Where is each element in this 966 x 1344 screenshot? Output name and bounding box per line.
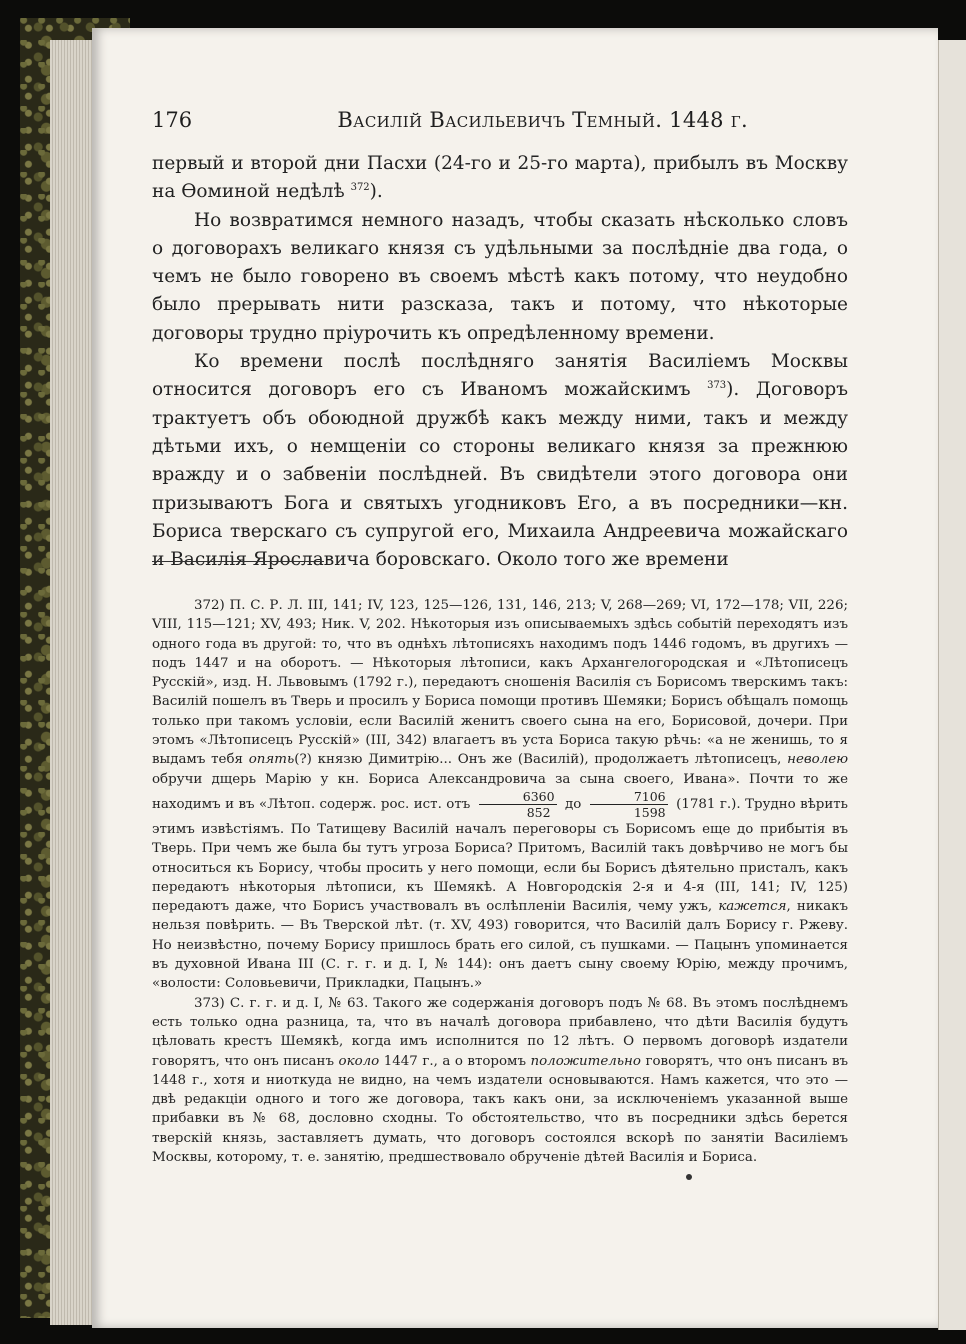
fraction-2: $\frac{7106}{1598}$ — [590, 789, 668, 820]
main-text — [152, 150, 848, 574]
footnote-373: 373) С. г. г. и д. I, № 63. Такого же содержанія договоръ подъ № 68. Въ этомъ послѣднемъ есть только одна разница, та, что въ началѣ договора прибавлено, что дѣти Василія будутъ цѣловать крестъ Шемякѣ, когда имъ исполнится по 12 лѣтъ. О первомъ договорѣ издатели говорятъ, что онъ писанъ около 1447 г., а о второмъ положительно говорятъ, что онъ писанъ въ 1448 г., хотя и ниоткуда не видно, на чемъ издатели основываются. Намъ кажется, что это — двѣ редакціи одного и того же договора, такъ какъ они, за исключеніемъ указанной выше прибавки въ № 68, дословно сходны. То обстоятельство, что въ посредники здѣсь берется тверскій князь, заставляетъ думать, что договоръ состоялся вскорѣ по занятіи Василіемъ Москвы, которому, т. е. занятію, предшествовало обрученіе дѣтей Василія и Бориса. — [152, 995, 849, 1166]
adjacent-page-edge — [938, 40, 966, 1330]
page-number: 176 — [152, 108, 193, 132]
fraction-1: $\frac{6360}{852}$ — [479, 789, 557, 820]
footnote-ref-372[interactable]: 372 — [350, 182, 370, 194]
paragraph-3: Ко времени послѣ послѣдняго занятія Василіемъ Москвы относится договоръ его съ Иваномъ можайскимъ $^{373}$). Договоръ трактуетъ объ обоюдной дружбѣ какъ между ними, такъ и между дѣтьми ихъ, о немщеніи со стороны великаго князя за прежнюю вражду и о забвеніи послѣдней. Въ свидѣтели этого договора они призываютъ Бога и святыхъ угодниковъ Его, а въ посредники—кн. Бориса тверскаго съ супругой его, Михаила Андреевича можайскаго и Василія Ярославича боровскаго. Около того же времени — [152, 351, 848, 571]
running-header — [152, 108, 748, 140]
footnote-ref-373[interactable]: 373 — [707, 380, 727, 392]
running-title: Василій Васильевичъ Темный. 1448 г. — [337, 108, 748, 132]
footnote-372: 372) П. С. Р. Л. III, 141; IV, 123, 125—126, 131, 146, 213; V, 268—269; VI, 172—178; VII, 226; VIII, 115—121; XV, 493; Ник. V, 202. Нѣкоторыя изъ описываемыхъ здѣсь событій переходятъ изъ одного года въ другой: то, что въ однѣхъ лѣтописяхъ находимъ подъ 1446 годомъ, въ другихъ — подъ 1447 и на оборотъ. — Нѣкоторыя лѣтописи, какъ Архангелогородская и «Лѣтописецъ Русскій», изд. Н. Львовымъ (1792 г.), передаютъ сношенія Василія съ Борисомъ тверскимъ такъ: Василій пошелъ въ Тверь и просилъ у Бориса помощи противъ Шемяки; Борисъ обѣщалъ помощь только при такомъ условіи, если Василій женитъ своего сына на его, Борисовой, дочери. При этомъ «Лѣтописецъ Русскій» (III, 342) влагаетъ въ уста Бориса такую рѣчь: «а не женишь, то я выдамъ тебя опять(?) князю Димитрію... Онъ же (Василій), продолжаетъ лѣтописецъ, неволею обручи дщерь Марію у кн. Бориса Александровича за сына своего, Ивана». Почти то же находимъ и въ «Лѣтоп. содерж. рос. ист. отъ $\frac{6360}{852}$ до $\frac{7106}{1598}$ (1781 г.). Трудно вѣрить этимъ извѣстіямъ. По Татищеву Василій началъ переговоры съ Борисомъ еще до прибытія въ Тверь. При чемъ же была бы тутъ угроза Бориса? Притомъ, Василій такъ довѣрчиво не могъ бы относиться къ Борису, чтобы просить у него помощи, если бы Борисъ дѣятельно присталъ, какъ передаютъ нѣкоторыя лѣтописи, къ Шемякѣ. А Новгородскія 2-я и 4-я (III, 141; IV, 125) передаютъ даже, что Борисъ участвовалъ въ ослѣпленіи Василія, чему ужъ, кажется, никакъ нельзя повѣрить. — Въ Тверской лѣт. (т. XV, 493) говорится, что Василій далъ Борису г. Ржеву. Но неизвѣстно, почему Борису пришлось брать его силой, съ пушками. — Пацынъ упоминается въ духовной Ивана III (С. г. г. и д. I, № 144): онъ даетъ сыну своему Юрію, между прочимъ, «волости: Соловьевичи, Прикладки, Пацынъ.» — [152, 598, 849, 992]
paragraph-1: первый и второй дни Пасхи (24-го и 25-го марта), прибылъ въ Москву на Ѳоминой недѣлѣ $^{372}$). — [152, 153, 848, 203]
footnote-divider — [152, 561, 324, 562]
ink-speck — [686, 1174, 692, 1180]
footnotes — [152, 596, 848, 1167]
paragraph-2: Но возвратимся немного назадъ, чтобы сказать нѣсколько словъ о договорахъ великаго князя съ удѣльными за послѣдніе два года, о чемъ не было говорено въ своемъ мѣстѣ какъ потому, что неудобно было прерывать нити разсказа, такъ и потому, что нѣкоторые договоры трудно пріурочить къ опредѣленному времени. — [152, 209, 848, 344]
